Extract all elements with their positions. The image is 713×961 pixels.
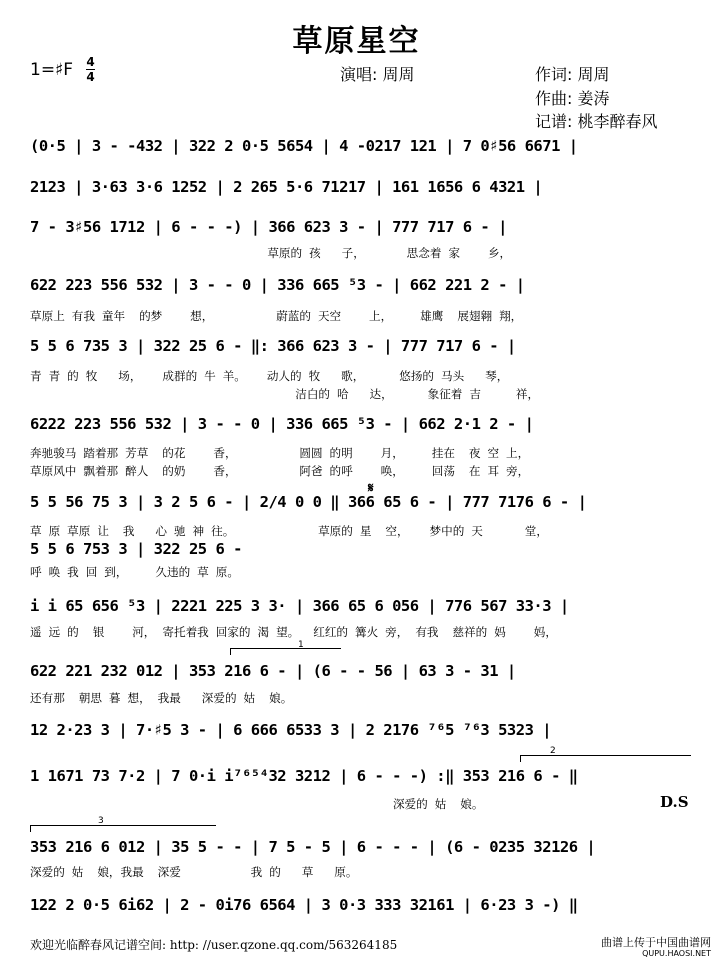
- lyrics-line-7: 草 原 草原 让 我 心 驰 神 往。 草原的 星 空， 梦中的 天 堂，: [30, 524, 548, 538]
- dal-segno-mark: D.S: [660, 793, 689, 811]
- score-line-10: 622 221 232 012 | 353 216 6 - | (6 - - 56 | 63 3 - 31 |: [30, 662, 516, 680]
- site-credit-line2: QUPU.HAOSI.NET: [642, 949, 711, 958]
- segno-sign: 𝄋: [368, 481, 374, 496]
- score-line-8: 5 5 6 753 3 | 322 25 6 -: [30, 540, 242, 558]
- volta-number-1: 1: [298, 640, 304, 650]
- time-signature-top: 4: [86, 55, 95, 69]
- lyrics-line-6b: 草原风中 飘着那 醉人 的奶 香， 阿爸 的呼 唤， 回荡 在 耳 旁，: [30, 464, 530, 478]
- composer-credit: 作曲: 姜涛: [535, 89, 610, 108]
- score-line-6: 6222 223 556 532 | 3 - - 0 | 336 665 ⁵3 - | 662 2·1 2 - |: [30, 415, 534, 433]
- volta-bracket-3: [30, 825, 216, 832]
- score-line-11: 12 2·23 3 | 7·♯5 3 - | 6 666 6533 3 | 2 2176 ⁷⁶5 ⁷⁶3 5323 |: [30, 721, 552, 739]
- volta-number-3: 3: [98, 816, 104, 826]
- key-signature: 1=♯F: [30, 60, 74, 80]
- time-signature-bottom: 4: [86, 70, 95, 84]
- singer-credit: 演唱: 周周: [340, 65, 415, 84]
- lyrics-line-3: 草原的 孩 子， 思念着 家 乡，: [30, 246, 512, 260]
- lyrics-line-5b: 洁白的 哈 达， 象征着 吉 祥，: [30, 387, 540, 401]
- lyricist-credit: 作词: 周周: [535, 65, 610, 84]
- score-line-12: 1 1671 73 7·2 | 7 0·i i⁷⁶⁵⁴32 3212 | 6 - - -) :‖ 353 216 6 - ‖: [30, 767, 578, 785]
- site-credit-line1: 曲谱上传于中国曲谱网: [601, 936, 711, 949]
- score-line-4: 622 223 556 532 | 3 - - 0 | 336 665 ⁵3 - | 662 221 2 - |: [30, 276, 525, 294]
- score-line-9: i i 65 656 ⁵3 | 2221 225 3 3· | 366 65 6 056 | 776 567 33·3 |: [30, 597, 569, 615]
- volta-number-2: 2: [550, 746, 556, 756]
- volta-bracket-1: [230, 648, 341, 655]
- lyrics-line-6a: 奔驰骏马 踏着那 芳草 的花 香， 圆圆 的明 月， 挂在 夜 空 上，: [30, 446, 530, 460]
- time-signature: [86, 56, 95, 83]
- song-title: 草原星空: [292, 24, 421, 59]
- score-line-5: 5 5 6 735 3 | 322 25 6 - ‖: 366 623 3 - | 777 717 6 - |: [30, 337, 516, 355]
- score-line-13: 353 216 6 012 | 35 5 - - | 7 5 - 5 | 6 - - - | (6 - 0235 32126 |: [30, 838, 596, 856]
- transcriber-credit: 记谱: 桃李醉春风: [535, 112, 658, 131]
- lyrics-line-12: 深爱的 姑 娘。: [30, 797, 484, 811]
- site-credit: [601, 937, 711, 959]
- lyrics-line-10: 还有那 朝思 暮 想， 我最 深爱的 姑 娘。: [30, 691, 293, 705]
- score-line-7: 5 5 56 75 3 | 3 2 5 6 - | 2/4 0 0 ‖ 366 65 6 - | 777 7176 6 - |: [30, 493, 587, 511]
- score-line-2: 2123 | 3·63 3·6 1252 | 2 265 5·6 71217 | 161 1656 6 4321 |: [30, 178, 543, 196]
- lyrics-line-5a: 青 青 的 牧 场， 成群的 牛 羊。 动人的 牧 歌， 悠扬的 马头 琴，: [30, 369, 509, 383]
- lyrics-line-9: 遥 远 的 银 河， 寄托着我 回家的 渴 望。 红红的 篝火 旁， 有我 慈祥的 妈 妈，: [30, 625, 557, 639]
- lyrics-line-4: 草原上 有我 童年 的梦 想， 蔚蓝的 天空 上， 雄鹰 展翅翱 翔，: [30, 309, 523, 323]
- volta-bracket-2: [520, 755, 691, 762]
- score-line-1: (0·5 | 3 - -432 | 322 2 0·5 5654 | 4 -0217 121 | 7 0♯56 6671 |: [30, 137, 578, 155]
- footer-note: 欢迎光临醉春风记谱空间: http: //user.qzone.qq.com/563264185: [30, 938, 398, 952]
- score-line-14: 122 2 0·5 6i62 | 2 - 0i76 6564 | 3 0·3 333 32161 | 6·23 3 -) ‖: [30, 896, 578, 914]
- lyrics-line-8: 呼 唤 我 回 到， 久违的 草 原。: [30, 565, 239, 579]
- lyrics-line-13: 深爱的 姑 娘，我最 深爱 我 的 草 原。: [30, 865, 358, 879]
- score-line-3: 7 - 3♯56 1712 | 6 - - -) | 366 623 3 - | 777 717 6 - |: [30, 218, 507, 236]
